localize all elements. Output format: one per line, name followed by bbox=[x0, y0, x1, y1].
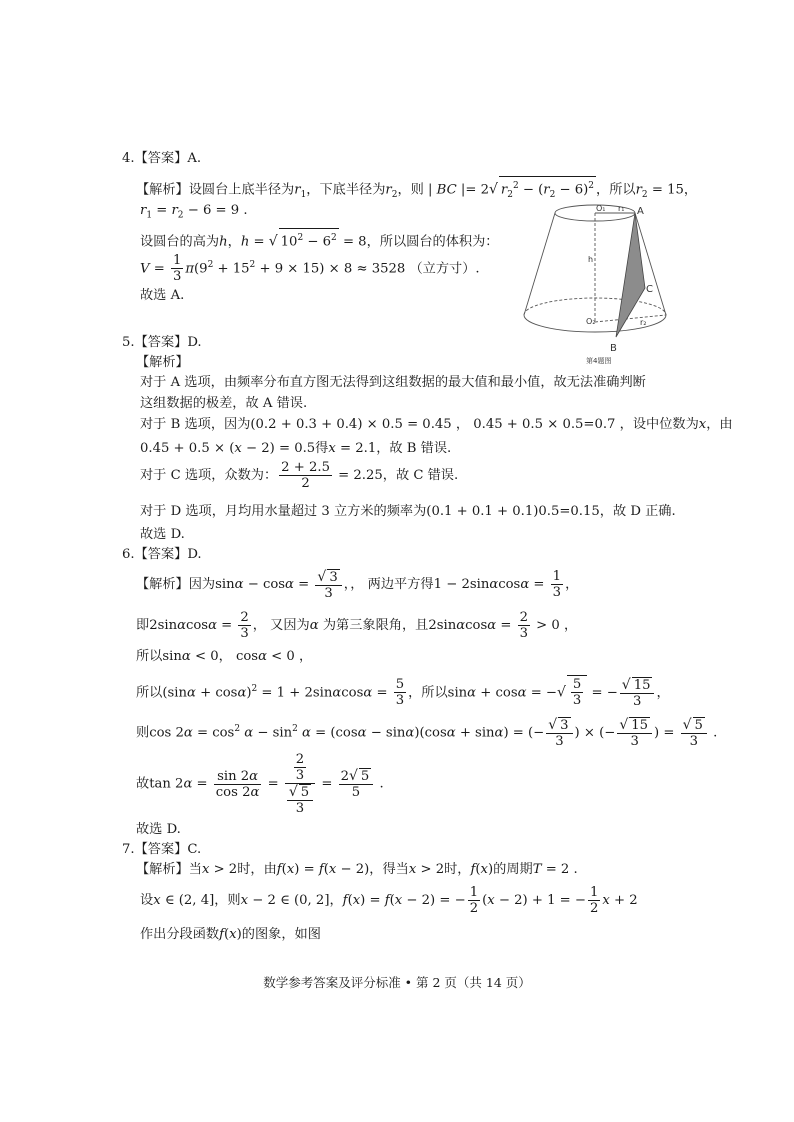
label-r1: r₁ bbox=[618, 204, 625, 213]
frustum-figure bbox=[520, 200, 670, 370]
q4-line2: $r_1 = r_2 - 6 = 9$ . bbox=[140, 203, 248, 221]
q5-option-c: 对于 C 选项，众数为： $\frac{2 + 2.5}{2}$ = 2.25，故 C 错误. bbox=[140, 460, 459, 491]
q6-conclusion: 故选 D. bbox=[136, 822, 181, 837]
q5-answer: 5.【答案】D. bbox=[122, 335, 202, 350]
q7-line3: 作出分段函数f(x)的图象，如图 bbox=[140, 927, 321, 942]
q7-line2: 设x ∈ (2, 4]，则x − 2 ∈ (0, 2]，f(x) = f(x − 2) = − $\frac{1}{2}$ (x − 2) + 1 = − $\frac{1}{2}$ x + 2 bbox=[140, 885, 638, 916]
q6-line5: 则$\cos 2\alpha = \cos^2 \alpha - \sin^2 \alpha = (\cos\alpha - \sin\alpha)(\cos\alpha + \sin\alpha)$ = (− $\frac{√ 3}{3}$ ) × (− $\frac{√ 15}{3}$ ) = $\frac{√ 5}{3}$ . bbox=[136, 716, 718, 749]
q5-option-b-line2: 0.45 + 0.5 × (x − 2) = 0.5得x = 2.1，故 B 错误. bbox=[140, 441, 452, 456]
figure-caption: 第4题图 bbox=[586, 357, 612, 365]
q7-answer: 7.【答案】C. bbox=[122, 842, 202, 857]
q7-line1: 【解析】当x > 2时，由f(x) = f(x − 2)，得当x > 2时，f(x)的周期T = 2 . bbox=[136, 862, 578, 877]
label-r2: r₂ bbox=[640, 318, 647, 327]
q6-line1: 【解析】因为sinα − cosα = $\frac{√ 3}{3}$ ，， 两边平方得1 − 2sinαcosα = $\frac{1}{3}$ ， bbox=[136, 568, 579, 601]
label-a: A bbox=[637, 206, 644, 217]
q4-volume: V = $\frac{1}{3}$ $\pi(9^2 + 15^2 + 9 \times 15) \times 8 \approx 3528$ （立方寸）. bbox=[140, 253, 480, 285]
q5-option-a-line1: 对于 A 选项，由频率分布直方图无法得到这组数据的最大值和最小值，故无法准确判断 bbox=[140, 375, 646, 390]
q6-line4: 所以$(\sin\alpha + \cos\alpha)^2 = 1 + 2\sin\alpha\cos\alpha$ = $\frac{5}{3}$ ，所以sinα + cosα = −√ $\frac{5}{3}$ = − $\frac{√ 15}{3}$ ， bbox=[136, 676, 670, 709]
q6-line6: 故tan 2α = $\frac{\sin 2\alpha}{\cos 2\alpha}$ = $\frac{\frac{2}{3}}{\frac{√ 5}{3}}$ = $\frac{2√ 5}{5}$ . bbox=[136, 752, 384, 816]
frustum-shape bbox=[524, 205, 666, 332]
q5-conclusion: 故选 D. bbox=[140, 527, 185, 542]
q4-conclusion: 故选 A. bbox=[140, 288, 185, 303]
page-footer: 数学参考答案及评分标准 • 第 2 页（共 14 页） bbox=[263, 975, 531, 990]
q5-option-d: 对于 D 选项，月均用水量超过 3 立方米的频率为(0.1 + 0.1 + 0.1)0.5=0.15，故 D 正确. bbox=[140, 504, 676, 519]
q6-line3: 所以sinα < 0， cosα < 0 ， bbox=[136, 649, 313, 664]
label-o1: O₁ bbox=[596, 204, 606, 213]
q5-option-b-line1: 对于 B 选项，因为(0.2 + 0.3 + 0.4) × 0.5 = 0.45 ， 0.45 + 0.5 × 0.5=0.7 ，设中位数为x，由 bbox=[140, 417, 733, 432]
q4-line1: 【解析】设圆台上底半径为$r_1$，下底半径为$r_2$，则 | BC |= 2√ $r_2^2 - (r_2 - 6)^2$ ，所以$r_2 = 15$， bbox=[136, 176, 697, 204]
label-c: C bbox=[646, 284, 653, 295]
q4-line3: 设圆台的高为h，h = √ $10^2 - 6^2 = 8$，所以圆台的体积为： bbox=[140, 228, 498, 251]
q4-answer: 4.【答案】A. bbox=[122, 151, 202, 166]
q6-answer: 6.【答案】D. bbox=[122, 547, 202, 562]
q5-option-a-line2: 这组数据的极差，故 A 错误. bbox=[140, 396, 308, 411]
label-o2: O₂ bbox=[586, 317, 596, 326]
label-b: B bbox=[610, 343, 617, 354]
label-h: h bbox=[588, 255, 594, 264]
q6-line2: 即2sinαcosα = $\frac{2}{3}$ ， 又因为α 为第三象限角，且2sinαcosα = $\frac{2}{3}$ > 0 ， bbox=[136, 610, 578, 641]
q5-jiexi: 【解析】 bbox=[136, 355, 189, 370]
